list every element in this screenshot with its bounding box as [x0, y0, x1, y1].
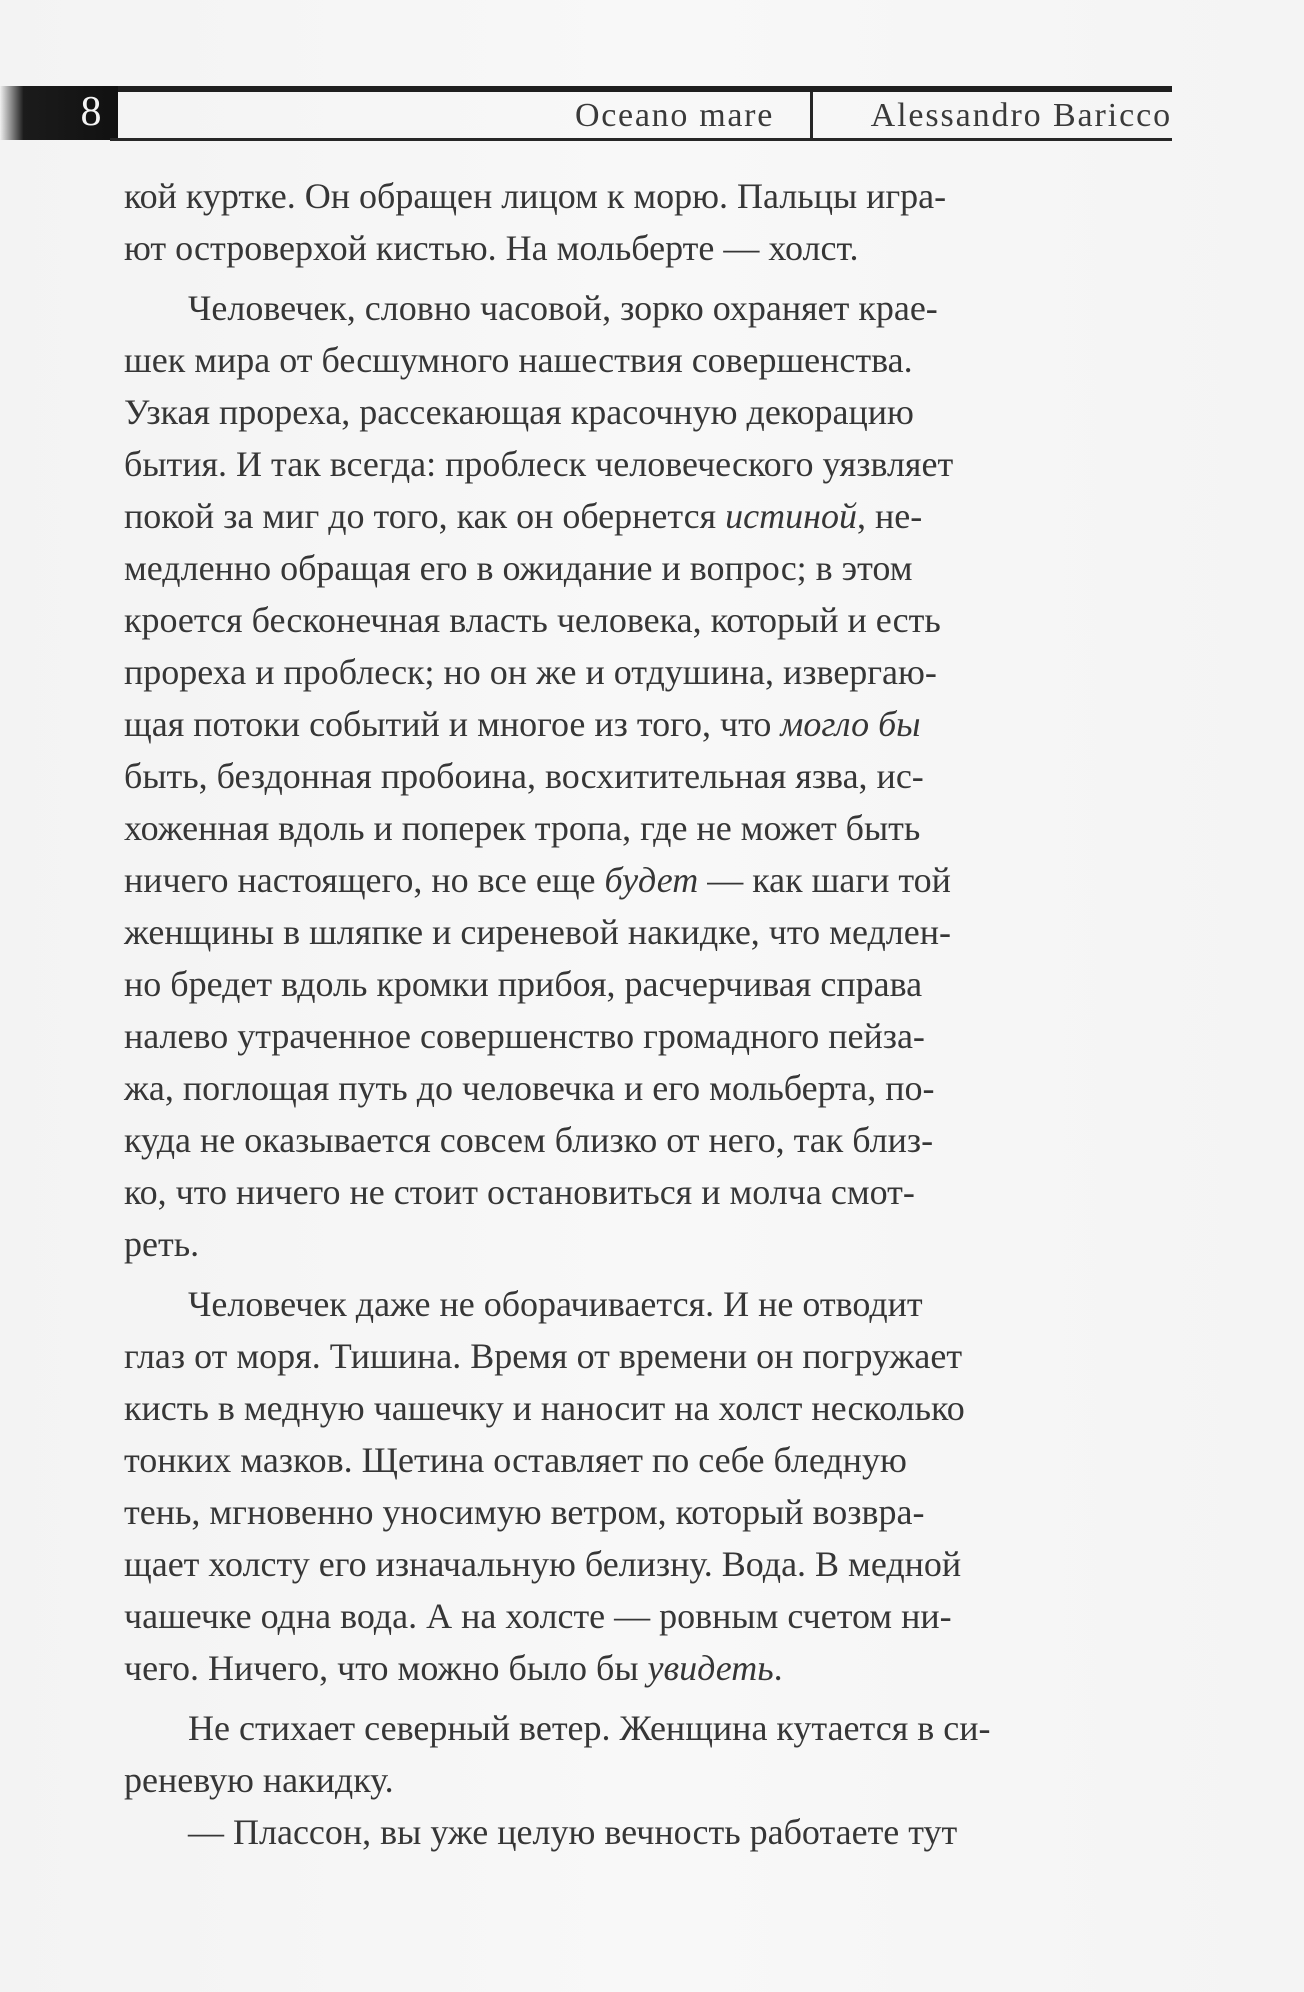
- text-line: [124, 700, 921, 748]
- emphasized-phrase: могло бы: [780, 704, 921, 744]
- text-line: женщины в шляпке и сиреневой накидке, что медлен-: [124, 912, 951, 952]
- page-number: 8: [80, 89, 102, 135]
- paragraph-start-line: Человечек, словно часовой, зорко охраняет крае-: [188, 288, 938, 328]
- text-line: кроется бесконечная власть человека, который и есть: [124, 600, 941, 640]
- text-line: кой куртке. Он обращен лицом к морю. Пальцы игра-: [124, 176, 947, 216]
- text-line: тень, мгновенно уносимую ветром, который возвра-: [124, 1492, 925, 1532]
- emphasized-word: будет: [604, 860, 699, 900]
- text-line: быть, бездонная пробоина, восхитительная язва, ис-: [124, 756, 924, 796]
- running-header: [0, 86, 1172, 146]
- text-line: но бредет вдоль кромки прибоя, расчерчивая справа: [124, 964, 923, 1004]
- text-line: чашечке одна вода. А на холсте — ровным счетом ни-: [124, 1596, 952, 1636]
- text-segment: — как шаги той: [707, 860, 951, 900]
- text-line: ют островерхой кистью. На мольберте — холст.: [124, 228, 859, 268]
- author-name: Alessandro Baricco: [870, 97, 1172, 134]
- page-body-text: [124, 172, 1172, 1852]
- text-line: бытия. И так всегда: проблеск человеческого уязвляет: [124, 444, 954, 484]
- text-line: куда не оказывается совсем близко от него, так близ-: [124, 1120, 934, 1160]
- text-line: реть.: [124, 1224, 200, 1264]
- text-segment: чего. Ничего, что можно было бы: [124, 1648, 639, 1688]
- text-line: жа, поглощая путь до человечка и его мольберта, по-: [124, 1068, 935, 1108]
- text-line: медленно обращая его в ожидание и вопрос; в этом: [124, 548, 913, 588]
- text-line: [124, 1644, 783, 1692]
- paragraph-start-line: Человечек даже не оборачивается. И не отводит: [188, 1284, 923, 1324]
- text-line: глаз от моря. Тишина. Время от времени он погружает: [124, 1336, 963, 1376]
- text-line: шек мира от бесшумного нашествия совершенства.: [124, 340, 913, 380]
- text-line: налево утраченное совершенство громадного пейза-: [124, 1016, 925, 1056]
- header-divider: [810, 92, 813, 140]
- header-top-rule: [0, 86, 1172, 92]
- text-segment: покой за миг до того, как он обернется: [124, 496, 717, 536]
- text-line: Узкая прореха, рассекающая красочную декорацию: [124, 392, 914, 432]
- emphasized-word: увидеть: [647, 1648, 774, 1688]
- text-line: [124, 856, 951, 904]
- text-segment: ничего настоящего, но все еще: [124, 860, 596, 900]
- page-number-block: [0, 86, 118, 140]
- text-line: тонких мазков. Щетина оставляет по себе бледную: [124, 1440, 907, 1480]
- text-segment: , не-: [856, 496, 923, 536]
- text-line: ко, что ничего не стоит остановиться и молча смот-: [124, 1172, 915, 1212]
- text-line: кисть в медную чашечку и наносит на холст несколько: [124, 1388, 965, 1428]
- header-bottom-rule: [110, 138, 1172, 141]
- book-title: Oceano mare: [575, 97, 774, 134]
- text-segment: щая потоки событий и многое из того, что: [124, 704, 772, 744]
- text-line: щает холсту его изначальную белизну. Вода. В медной: [124, 1544, 962, 1584]
- text-line: хоженная вдоль и поперек тропа, где не может быть: [124, 808, 921, 848]
- dialogue-line: — Плассон, вы уже целую вечность работаете тут: [188, 1812, 958, 1852]
- emphasized-word: истиной: [725, 496, 857, 536]
- text-line: прореха и проблеск; но он же и отдушина, извергаю-: [124, 652, 937, 692]
- paragraph-start-line: Не стихает северный ветер. Женщина кутается в си-: [188, 1708, 991, 1748]
- text-line: реневую накидку.: [124, 1760, 394, 1800]
- text-line: [124, 492, 922, 540]
- text-segment: .: [773, 1648, 783, 1688]
